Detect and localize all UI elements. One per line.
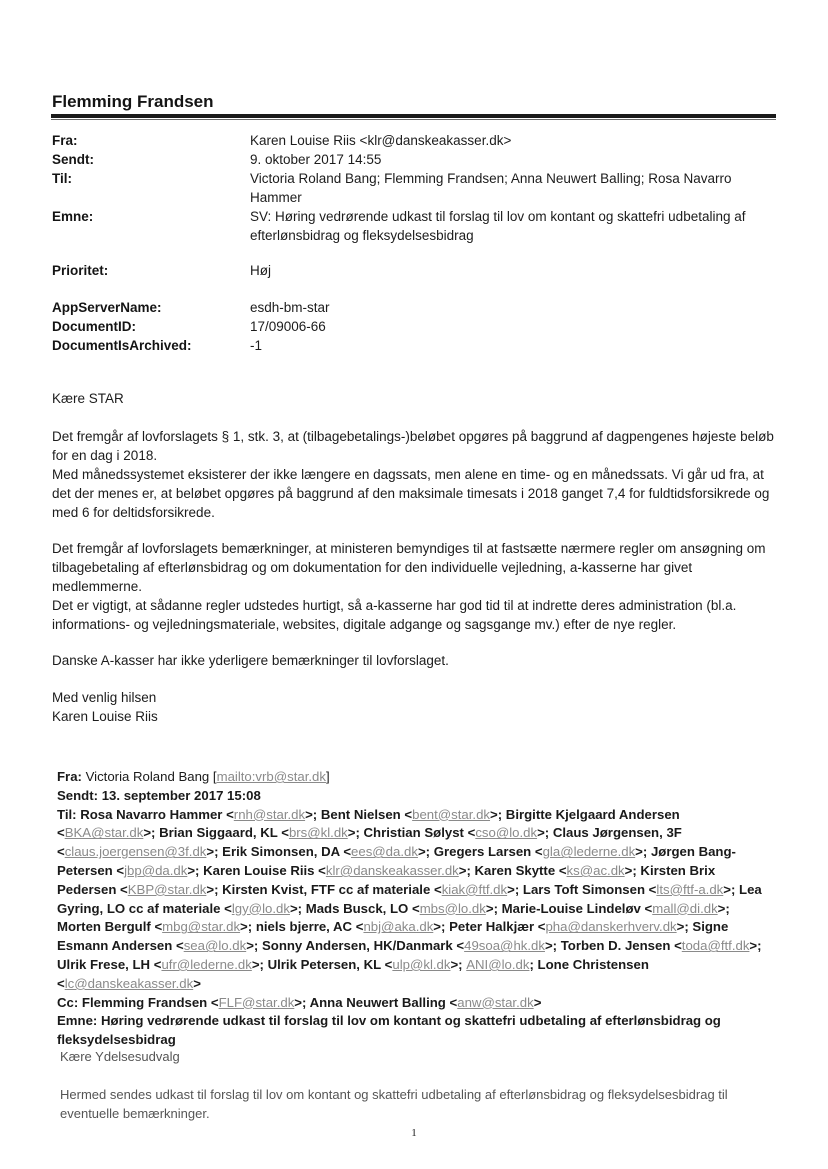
paragraph-text: Det fremgår af lovforslagets § 1, stk. 3, at (tilbagebetalings-)beløbet opgøres på baggrund af dagpengenes højeste beløb for en dag i 2018. (52, 429, 774, 463)
signature: Karen Louise Riis (52, 709, 158, 724)
recipient-list: Rosa Navarro Hammer <rnh@star.dk>; Bent Nielsen <bent@star.dk>; Birgitte Kjelgaard Andersen <BKA@star.dk>; Brian Siggaard, KL <brs@kl.dk>; Christian Sølyst <cso@lo.dk>; Claus Jørgensen, 3F <claus.joergensen@3f.dk>; Erik Simonsen, DA <ees@da.dk>; Gregers Larsen <gla@lederne.dk>; Jørgen Bang-Petersen <jbp@da.dk>; Karen Louise Riis <klr@danskeakasser.dk>; Karen Skytte <ks@ac.dk>; Kirsten Brix Pedersen <KBP@star.dk>; Kirsten Kvist, FTF cc af materiale <kiak@ftf.dk>; Lars Toft Simonsen <lts@ftf-a.dk>; Lea Gyring, LO cc af materiale <lgy@lo.dk>; Mads Busck, LO <mbs@lo.dk>; Marie-Louise Lindeløv <mall@di.dk>; Morten Bergulf <mbg@star.dk>; niels bjerre, AC <nbj@aka.dk>; Peter Halkjær <pha@danskerhverv.dk>; Signe Esmann Andersen <sea@lo.dk>; Sonny Andersen, HK/Danmark <49soa@hk.dk>; Torben D. Jensen <toda@ftf.dk>; Ulrik Frese, LH <ufr@lederne.dk>; Ulrik Petersen, KL <ulp@kl.dk>; ANI@lo.dk; Lone Christensen <lc@danskeakasser.dk> (57, 806, 762, 991)
appserver-label: AppServerName: (52, 300, 162, 315)
paragraph-text: Det er vigtigt, at sådanne regler udstedes hurtigt, så a-kasserne har god tid til at indrette deres administration (bl.a. informations- og vejledningsmateriale, websites, digitale adgange og sagsgange mv.) efter de nye regler. (52, 598, 737, 632)
recipient-email-link[interactable]: klr@danskeakasser.dk (325, 862, 459, 878)
header-divider-thin (51, 119, 776, 120)
quoted-greeting: Kære Ydelsesudvalg (60, 1049, 180, 1064)
recipient-email-link[interactable]: nbj@aka.dk (363, 919, 434, 935)
recipient-email-link[interactable]: jbp@da.dk (124, 862, 188, 878)
page-number: 1 (411, 1127, 417, 1139)
cc-email-link[interactable]: anw@star.dk (457, 994, 534, 1010)
recipient-email-link[interactable]: ks@ac.dk (566, 862, 625, 878)
forwarded-subject-label: Emne: (57, 1013, 98, 1029)
from-value: Karen Louise Riis <klr@danskeakasser.dk> (250, 133, 512, 148)
forwarded-from-label: Fra: (57, 769, 82, 784)
forwarded-cc-label: Cc: (57, 994, 79, 1010)
recipient-name: Lars Toft Simonsen (522, 881, 646, 897)
sent-value: 9. oktober 2017 14:55 (250, 152, 382, 167)
recipient-name: Lone Christensen (537, 956, 649, 972)
document-id-label: DocumentID: (52, 319, 136, 334)
recipient-name: Signe Esmann Andersen (57, 919, 729, 954)
recipient-email-link[interactable]: bent@star.dk (412, 806, 491, 822)
priority-label: Prioritet: (52, 263, 109, 278)
priority-value: Høj (250, 263, 271, 278)
paragraph-text: Med månedssystemet eksisterer der ikke længere en dagssats, men alene en time- og en månedssats. Vi går ud fra, at det der menes er, at beløbet opgøres på baggrund af den maksimale timesats i 2018 ganget 7,4 for fuldtidsforsikrede og med 6 for deltidsforsikrede. (52, 467, 770, 520)
recipient-name: Erik Simonsen, DA (222, 844, 340, 860)
to-label: Til: (52, 171, 72, 186)
recipient-email-link[interactable]: lc@danskeakasser.dk (64, 975, 194, 991)
recipient-name: Lea Gyring, LO cc af materiale (57, 881, 762, 916)
recipient-name: Torben D. Jensen (560, 938, 671, 954)
recipient-email-link[interactable]: cso@lo.dk (475, 825, 538, 841)
cc-name: Flemming Frandsen (81, 994, 208, 1010)
recipient-email-link[interactable]: mall@di.dk (652, 900, 718, 916)
recipient-email-link[interactable]: kiak@ftf.dk (441, 881, 508, 897)
recipient-name: Karen Skytte (474, 862, 556, 878)
recipient-name: Bent Nielsen (320, 806, 401, 822)
recipient-name: Sonny Andersen, HK/Danmark (261, 938, 453, 954)
cc-email-link[interactable]: FLF@star.dk (218, 994, 295, 1010)
document-id-value: 17/09006-66 (250, 319, 326, 334)
recipient-email-link[interactable]: ulp@kl.dk (392, 956, 451, 972)
recipient-name: Mads Busck, LO (305, 900, 409, 916)
forwarded-to-label: Til: (57, 806, 77, 822)
quoted-paragraph: Hermed sendes udkast til forslag til lov om kontant og skattefri udbetaling af efterlønsbidrag og fleksydelsesbidrag til eventuelle bemærkninger. (60, 1087, 728, 1121)
recipient-email-link[interactable]: mbs@lo.dk (419, 900, 486, 916)
forwarded-from-name: Victoria Roland Bang (85, 769, 210, 784)
recipient-email-link[interactable]: pha@danskerhverv.dk (545, 919, 677, 935)
recipient-name: Birgitte Kjelgaard Andersen (505, 806, 680, 822)
recipient-name: Ulrik Frese, LH (57, 956, 151, 972)
recipient-email-link[interactable]: lgy@lo.dk (231, 900, 290, 916)
forwarded-sent-value: 13. september 2017 15:08 (101, 787, 261, 803)
archived-value: -1 (250, 338, 263, 353)
recipient-email-link[interactable]: BKA@star.dk (64, 825, 144, 841)
recipient-name: Brian Siggaard, KL (159, 825, 278, 841)
recipient-name: Ulrik Petersen, KL (267, 956, 381, 972)
closing: Med venlig hilsen (52, 690, 157, 705)
recipient-name: Karen Louise Riis (203, 862, 315, 878)
forwarded-sent-label: Sendt: (57, 787, 99, 803)
forwarded-sent (57, 787, 777, 806)
recipient-email-link[interactable]: ufr@lederne.dk (161, 956, 252, 972)
recipient-email-link[interactable]: ees@da.dk (351, 844, 418, 860)
to-value: Victoria Roland Bang; Flemming Frandsen; Anna Neuwert Balling; Rosa Navarro Hammer (250, 171, 732, 205)
recipient-email-link[interactable]: claus.joergensen@3f.dk (64, 844, 207, 860)
recipient-email-link[interactable]: sea@lo.dk (183, 938, 247, 954)
paragraph-text: Det fremgår af lovforslagets bemærkninger, at ministeren bemyndiges til at fastsætte nærmere regler om ansøgning om tilbagebetaling af efterlønsbidrag og om dokumentation for den individuelle vejledning, a-kasserne har givet medlemmerne. (52, 541, 766, 594)
forwarded-subject (57, 1012, 777, 1050)
recipient-name: Gregers Larsen (433, 844, 532, 860)
recipient-email-link[interactable]: 49soa@hk.dk (464, 938, 545, 954)
recipient-email-link[interactable]: mbg@star.dk (162, 919, 241, 935)
recipient-name: Marie-Louise Lindeløv (501, 900, 641, 916)
recipient-name: Jørgen Bang-Petersen (57, 844, 736, 878)
recipient-email-link[interactable]: lts@ftf-a.dk (656, 881, 724, 897)
recipient-email-link[interactable]: KBP@star.dk (127, 881, 207, 897)
recipient-email-link[interactable]: toda@ftf.dk (681, 938, 750, 954)
subject-value: SV: Høring vedrørende udkast til forslag til lov om kontant og skattefri udbetaling af efterlønsbidrag og fleksydelsesbidrag (250, 209, 746, 243)
recipient-email-link[interactable]: rnh@star.dk (233, 806, 306, 822)
recipient-name: Morten Bergulf (57, 919, 151, 935)
header-divider (51, 114, 776, 118)
from-label: Fra: (52, 133, 78, 148)
recipient-name: niels bjerre, AC (255, 919, 353, 935)
recipient-email-link[interactable]: brs@kl.dk (288, 825, 348, 841)
recipient-name: Peter Halkjær (449, 919, 535, 935)
sent-label: Sendt: (52, 152, 94, 167)
recipient-name: Claus Jørgensen, 3F (552, 825, 682, 841)
mailto-link[interactable]: mailto:vrb@star.dk (216, 769, 326, 784)
body-paragraph-3: Danske A-kasser har ikke yderligere bemærkninger til lovforslaget. (52, 653, 449, 668)
cc-list: Flemming Frandsen <FLF@star.dk>; Anna Neuwert Balling <anw@star.dk> (81, 994, 542, 1010)
subject-label: Emne: (52, 209, 94, 224)
forwarded-subject-value: Høring vedrørende udkast til forslag til lov om kontant og skattefri udbetaling af efterlønsbidrag og fleksydelsesbidrag (57, 1013, 721, 1048)
archived-label: DocumentIsArchived: (52, 338, 192, 353)
recipient-name: Rosa Navarro Hammer (80, 806, 223, 822)
recipient-email-link[interactable]: ANI@lo.dk (466, 956, 530, 972)
recipient-name: Christian Sølyst (363, 825, 464, 841)
forwarded-to (57, 806, 777, 994)
recipient-name: Kirsten Brix Pedersen (57, 862, 716, 897)
mailbox-owner-name: Flemming Frandsen (52, 92, 214, 111)
body-paragraph-2 (52, 539, 782, 634)
forwarded-header (57, 768, 777, 1050)
cc-name: Anna Neuwert Balling (309, 994, 446, 1010)
greeting: Kære STAR (52, 391, 124, 406)
body-paragraph-1 (52, 427, 782, 522)
recipient-email-link[interactable]: gla@lederne.dk (542, 844, 636, 860)
forwarded-cc (57, 994, 777, 1013)
appserver-value: esdh-bm-star (250, 300, 330, 315)
recipient-name: Kirsten Kvist, FTF cc af materiale (222, 881, 431, 897)
forwarded-from: Fra: Victoria Roland Bang [mailto:vrb@star.dk] (57, 769, 330, 784)
